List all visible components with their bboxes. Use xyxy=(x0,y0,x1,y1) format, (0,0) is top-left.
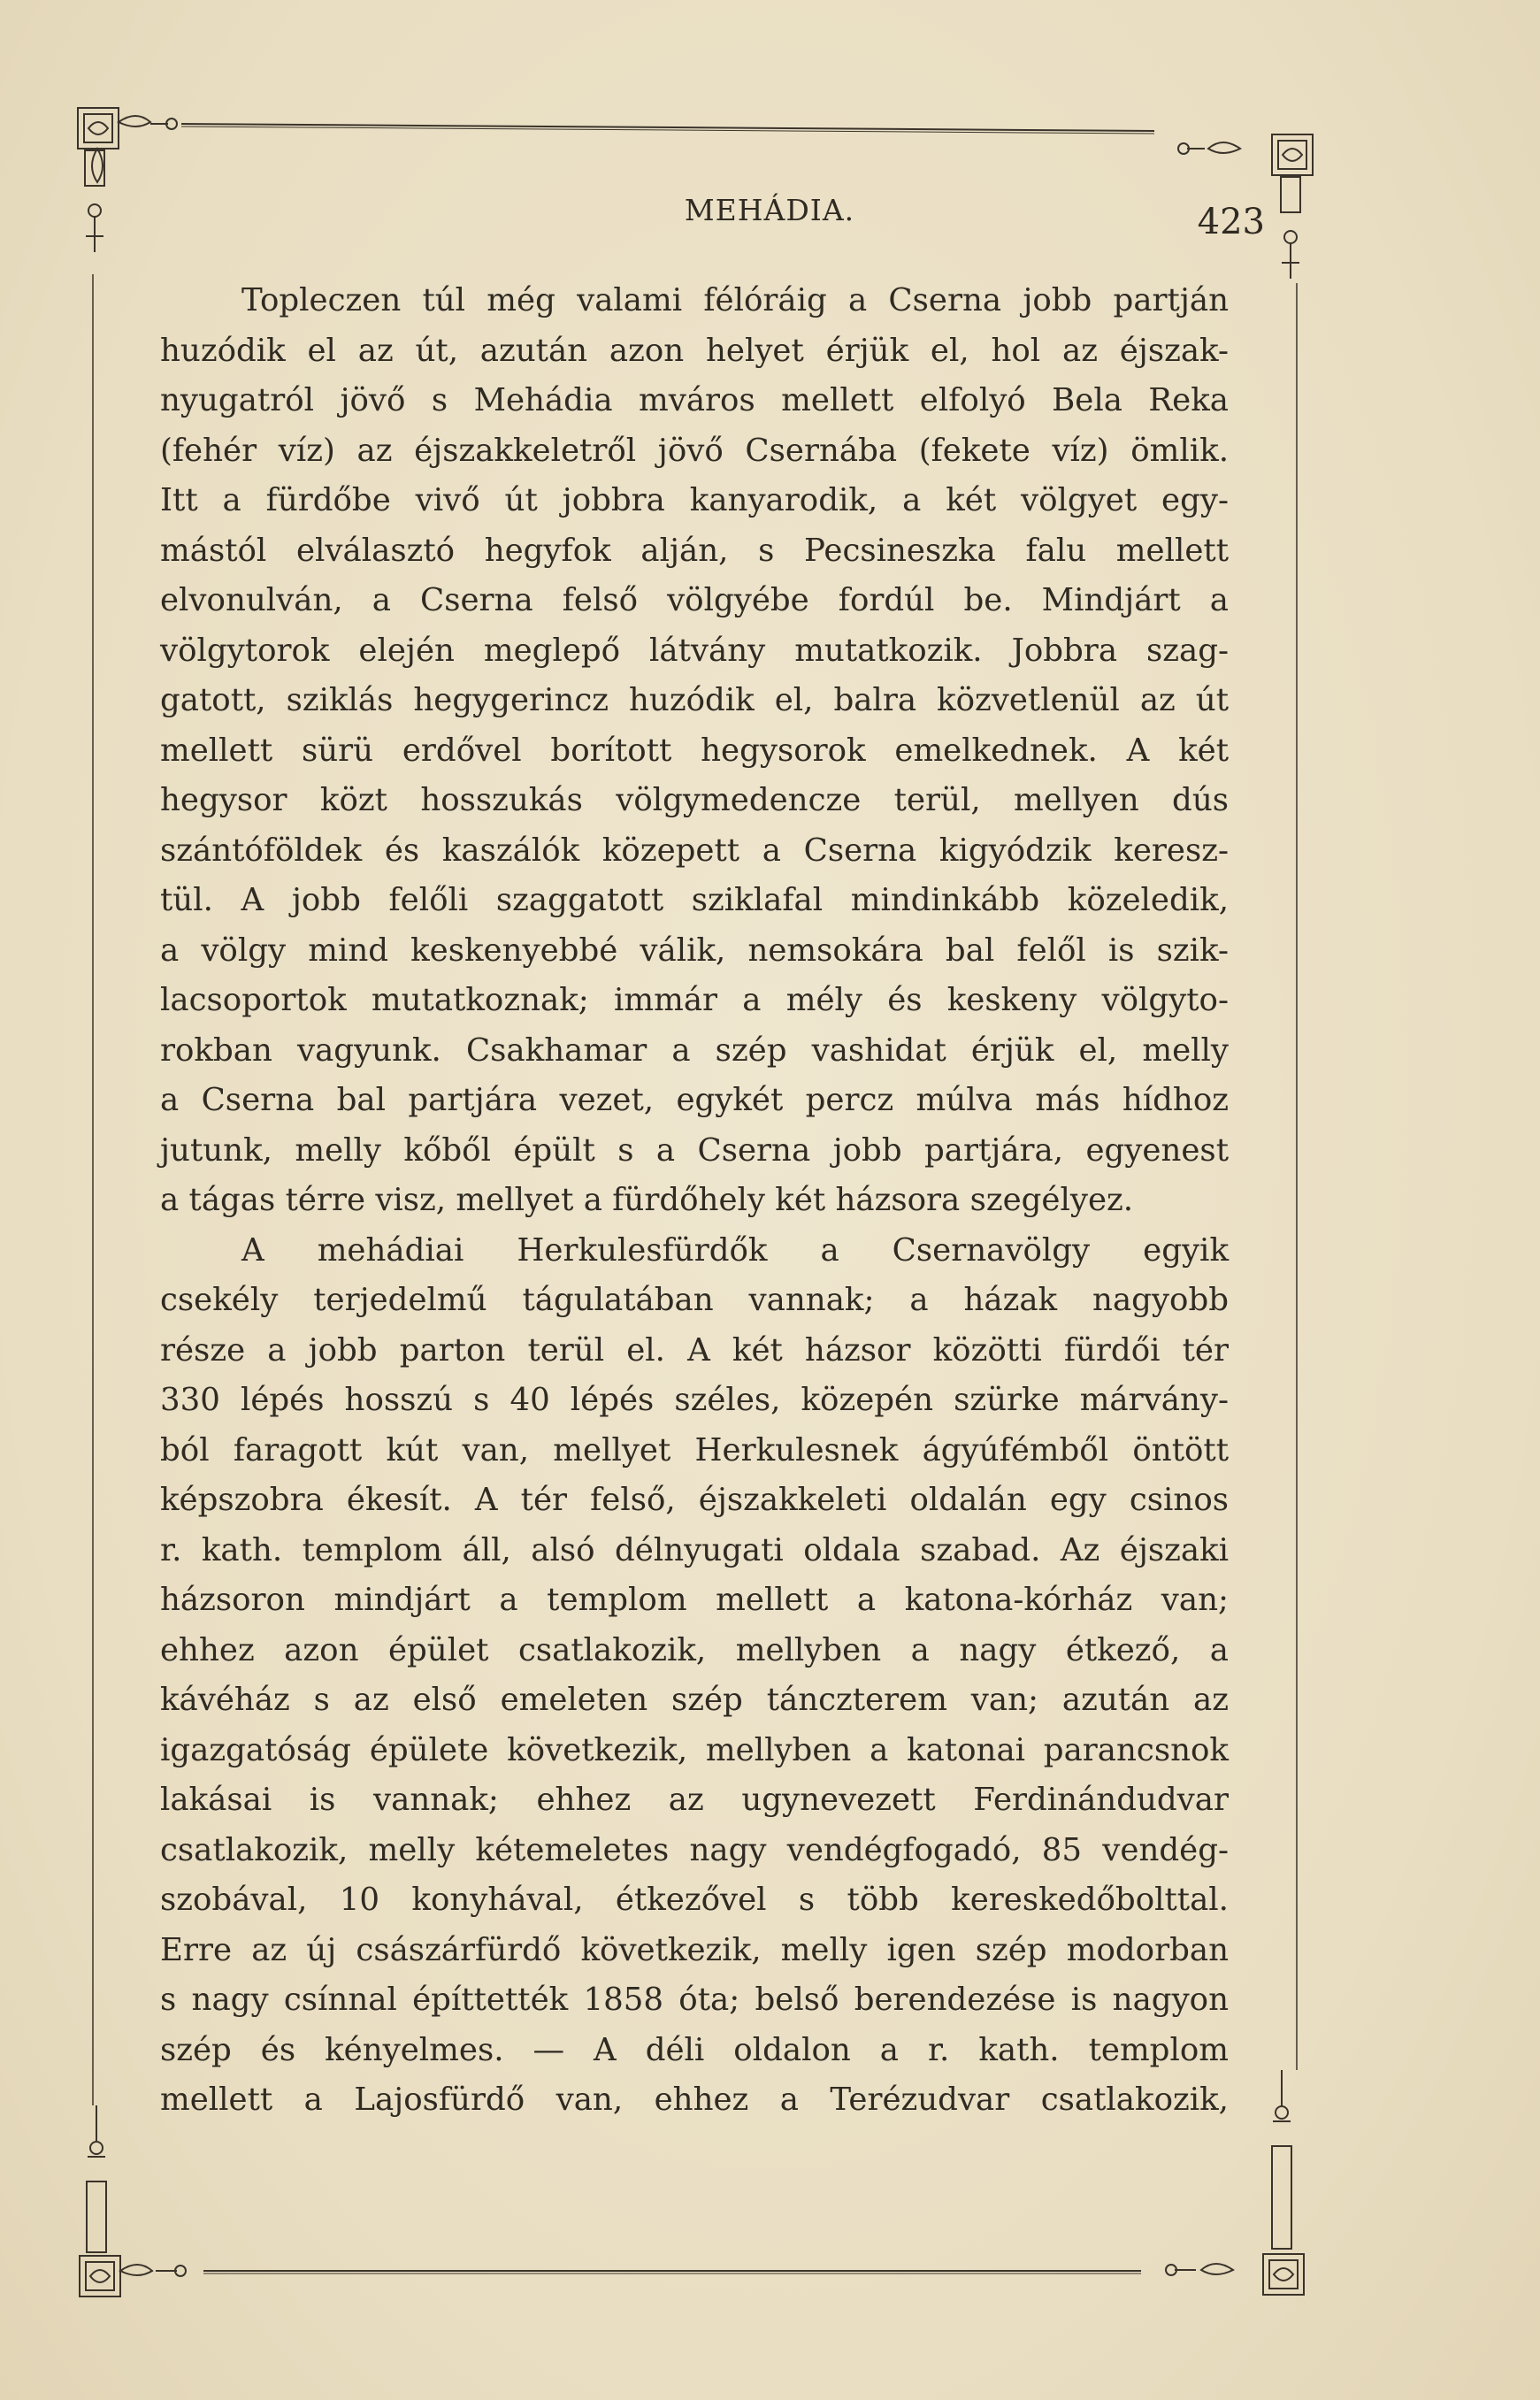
text-line: mástól elválasztó hegyfok alján, s Pecsineszka falu mellett xyxy=(160,532,1229,569)
text-line: jutunk, melly kőből épült s a Cserna jobb partjára, egyenest xyxy=(160,1131,1229,1169)
text-line: A mehádiai Herkulesfürdők a Csernavölgy egyik xyxy=(241,1231,1229,1269)
running-title: MEHÁDIA. xyxy=(684,193,855,227)
text-line: szántóföldek és kaszálók közepett a Cserna kigyódzik keresz- xyxy=(160,832,1229,869)
text-line: szobával, 10 konyhával, étkezővel s több kereskedőbolttal. xyxy=(160,1882,1229,1918)
text-line: mellett sürü erdővel borított hegysorok emelkednek. A két xyxy=(160,732,1229,769)
text-line: csekély terjedelmű tágulatában vannak; a házak nagyobb xyxy=(160,1282,1229,1318)
text-line: szép és kényelmes. — A déli oldalon a r. kath. templom xyxy=(160,2031,1229,2068)
text-line: ból faragott kút van, mellyet Herkulesnek ágyúfémből öntött xyxy=(160,1431,1229,1468)
text-line: lacsoportok mutatkoznak; immár a mély és keskeny völgyto- xyxy=(160,982,1229,1018)
text-line: r. kath. templom áll, alsó délnyugati oldala szabad. Az éjszaki xyxy=(160,1531,1229,1568)
text-line: része a jobb parton terül el. A két házsor közötti fürdői tér xyxy=(160,1331,1229,1369)
text-line: huzódik el az út, azután azon helyet érjük el, hol az éjszak- xyxy=(160,332,1229,369)
text-line: csatlakozik, melly kétemeletes nagy vendégfogadó, 85 vendég- xyxy=(160,1831,1229,1868)
text-line: a tágas térre visz, mellyet a fürdőhely két házsora szegélyez. xyxy=(160,1182,1134,1218)
text-line: képszobra ékesít. A tér felső, éjszakkeleti oldalán egy csinos xyxy=(160,1482,1229,1518)
page-number: 423 xyxy=(1197,202,1265,242)
text-line: igazgatóság épülete következik, mellyben a katonai parancsnok xyxy=(160,1731,1229,1768)
page-header xyxy=(0,193,1540,246)
text-line: kávéház s az első emeleten szép tánczterem van; azután az xyxy=(160,1682,1229,1718)
body-text xyxy=(160,276,1229,2126)
text-line: s nagy csínnal építtették 1858 óta; belső berendezése is nagyon xyxy=(160,1982,1229,2018)
text-line: Itt a fürdőbe vivő út jobbra kanyarodik, a két völgyet egy- xyxy=(160,482,1229,518)
text-line: völgytorok elején meglepő látvány mutatkozik. Jobbra szag- xyxy=(160,632,1229,669)
text-line: elvonulván, a Cserna felső völgyébe fordúl be. Mindjárt a xyxy=(160,582,1229,618)
text-line: a völgy mind keskenyebbé válik, nemsokára bal felől is szik- xyxy=(160,932,1229,969)
text-line: nyugatról jövő s Mehádia mváros mellett elfolyó Bela Reka xyxy=(160,382,1229,418)
text-line: tül. A jobb felőli szaggatott sziklafal mindinkább közeledik, xyxy=(160,882,1229,918)
text-line: a Cserna bal partjára vezet, egykét percz múlva más hídhoz xyxy=(160,1082,1229,1118)
text-line: (fehér víz) az éjszakkeletről jövő Csernába (fekete víz) ömlik. xyxy=(160,432,1229,469)
text-line: lakásai is vannak; ehhez az ugynevezett Ferdinándudvar xyxy=(160,1782,1229,1818)
text-line: hegysor közt hosszukás völgymedencze terül, mellyen dús xyxy=(160,782,1229,818)
text-line: házsoron mindjárt a templom mellett a katona-kórház van; xyxy=(160,1582,1229,1618)
text-line: Topleczen túl még valami félóráig a Cserna jobb partján xyxy=(241,282,1229,318)
text-line: mellett a Lajosfürdő van, ehhez a Terézudvar csatlakozik, xyxy=(160,2082,1229,2118)
text-line: Erre az új császárfürdő következik, melly igen szép modorban xyxy=(160,1931,1229,1968)
text-line: ehhez azon épület csatlakozik, mellyben a nagy étkező, a xyxy=(160,1631,1229,1668)
text-line: gatott, sziklás hegygerincz huzódik el, balra közvetlenül az út xyxy=(160,682,1229,718)
text-line: rokban vagyunk. Csakhamar a szép vashidat érjük el, melly xyxy=(160,1031,1229,1069)
text-line: 330 lépés hosszú s 40 lépés széles, közepén szürke márvány- xyxy=(160,1382,1229,1418)
corner-ornament-bottom-left xyxy=(80,2105,186,2296)
